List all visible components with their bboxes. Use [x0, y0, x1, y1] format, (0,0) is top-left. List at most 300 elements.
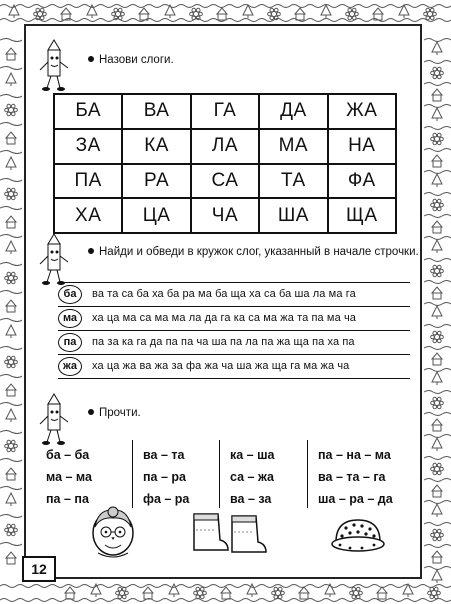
doodle-motif — [194, 591, 198, 595]
syllable-cell: ЗА — [54, 129, 122, 164]
doodle-motif — [196, 16, 200, 20]
doodle-motif — [424, 12, 428, 16]
syllable-sequence: ха ца ма са ма ма ла да га ка са ма жа та па ма ча — [92, 312, 357, 324]
doodle-motif — [0, 5, 451, 8]
doodle-motif — [11, 104, 15, 108]
doodle-motif — [6, 241, 16, 251]
doodle-motif — [430, 8, 434, 12]
doodle-motif — [217, 8, 227, 20]
doodle-motif — [11, 448, 15, 452]
doodle-motif — [281, 591, 285, 595]
doodle-motif — [431, 467, 435, 471]
doodle-motif — [118, 8, 122, 12]
target-syllable: ма — [58, 309, 82, 328]
column-divider — [132, 440, 133, 508]
doodle-motif — [431, 269, 435, 273]
doodle-motif — [116, 591, 120, 595]
doodle-motif — [440, 71, 444, 75]
doodle-motif — [437, 591, 441, 595]
reading-item: па – па — [46, 492, 89, 506]
doodle-motif — [437, 405, 441, 409]
doodle-motif — [433, 75, 437, 79]
doodle-motif — [431, 71, 435, 75]
doodle-motif — [424, 479, 451, 482]
doodle-motif — [433, 133, 437, 137]
reading-item: ва – за — [230, 492, 272, 506]
doodle-motif — [0, 235, 22, 238]
doodle-motif — [114, 16, 118, 20]
doodle-motif — [352, 587, 356, 591]
reading-item: ша – ра – да — [318, 492, 393, 506]
syllable-cell: СА — [191, 164, 259, 199]
doodle-motif — [7, 272, 11, 276]
doodle-motif — [424, 237, 451, 240]
syllable-cell: ЩА — [328, 198, 396, 233]
doodle-motif — [350, 591, 354, 595]
doodle-motif — [431, 401, 435, 405]
reading-column — [143, 444, 189, 510]
instruction-2 — [88, 246, 419, 258]
doodle-motif — [121, 12, 125, 16]
syllable-grid — [53, 93, 397, 234]
reading-item: ба – ба — [46, 448, 90, 462]
doodle-motif — [5, 444, 9, 448]
doodle-motif — [268, 12, 272, 16]
doodle-motif — [437, 529, 441, 533]
grandmother-illustration — [88, 505, 138, 561]
doodle-motif — [11, 356, 15, 360]
reading-item: ма – ма — [46, 470, 92, 484]
doodle-motif — [0, 67, 22, 70]
doodle-motif — [36, 8, 40, 12]
doodle-motif — [356, 587, 360, 591]
doodle-motif — [7, 356, 11, 360]
pencil-mascot-icon — [34, 232, 74, 287]
doodle-motif — [431, 137, 435, 141]
doodle-motif — [433, 199, 437, 203]
doodle-motif — [437, 339, 441, 343]
syllable-cell: ФА — [328, 164, 396, 199]
doodle-motif — [6, 552, 16, 564]
doodle-motif — [424, 501, 451, 504]
doodle-motif — [43, 12, 47, 16]
doodle-motif — [0, 543, 22, 546]
doodle-motif — [424, 83, 451, 86]
doodle-motif — [6, 48, 16, 60]
doodle-motif — [0, 123, 22, 126]
doodle-motif — [203, 591, 207, 595]
bullet-icon — [88, 56, 94, 62]
doodle-motif — [118, 587, 122, 591]
doodle-motif — [6, 216, 16, 228]
syllable-cell: ЛА — [191, 129, 259, 164]
doodle-motif — [7, 196, 11, 200]
reading-item: ка – ша — [230, 448, 275, 462]
doodle-motif — [274, 587, 278, 591]
syllable-row — [58, 332, 410, 354]
doodle-motif — [114, 8, 118, 12]
doodle-motif — [192, 8, 196, 12]
doodle-motif — [14, 528, 18, 532]
syllable-row — [58, 356, 410, 378]
reading-column — [230, 444, 274, 510]
doodle-motif — [437, 471, 441, 475]
doodle-motif — [426, 8, 430, 12]
doodle-motif — [299, 587, 309, 599]
doodle-motif — [5, 108, 9, 112]
doodle-motif — [432, 485, 442, 497]
syllable-cell: ПА — [54, 164, 122, 199]
doodle-motif — [437, 75, 441, 79]
syllable-cell: ВА — [122, 94, 190, 129]
doodle-motif — [424, 457, 451, 460]
doodle-motif — [433, 405, 437, 409]
doodle-motif — [437, 133, 441, 137]
instruction-3-text: Прочти. — [99, 407, 141, 419]
doodle-motif — [6, 73, 16, 83]
doodle-motif — [6, 157, 16, 167]
doodle-motif — [432, 240, 442, 250]
doodle-motif — [428, 591, 432, 595]
reading-item: ва – та — [143, 448, 185, 462]
doodle-motif — [272, 591, 276, 595]
doodle-motif — [200, 587, 204, 591]
doodle-motif — [40, 8, 44, 12]
doodle-motif — [433, 331, 437, 335]
doodle-motif — [437, 537, 441, 541]
doodle-motif — [274, 8, 278, 12]
doodle-motif — [377, 587, 387, 599]
column-divider — [219, 440, 220, 508]
doodle-motif — [11, 188, 15, 192]
doodle-motif — [348, 8, 352, 12]
knitted-hat-illustration — [328, 514, 388, 556]
doodle-motif — [7, 448, 11, 452]
bullet-icon — [88, 248, 94, 254]
doodle-motif — [11, 524, 15, 528]
doodle-motif — [6, 132, 16, 144]
doodle-motif — [432, 287, 442, 299]
syllable-cell: БА — [54, 94, 122, 129]
doodle-motif — [14, 360, 18, 364]
doodle-motif — [440, 401, 444, 405]
doodle-motif — [5, 528, 9, 532]
doodle-motif — [61, 8, 71, 20]
target-syllable: ба — [58, 285, 82, 304]
doodle-motif — [7, 440, 11, 444]
doodle-motif — [11, 112, 15, 116]
doodle-motif — [399, 5, 409, 15]
doodle-motif — [274, 595, 278, 599]
doodle-motif — [352, 8, 356, 12]
doodle-motif — [437, 199, 441, 203]
syllable-cell: ША — [259, 198, 327, 233]
doodle-motif — [433, 463, 437, 467]
doodle-motif — [243, 5, 253, 15]
doodle-motif — [424, 413, 451, 416]
doodle-motif — [6, 468, 16, 480]
doodle-motif — [40, 16, 44, 20]
doodle-motif — [0, 95, 22, 98]
doodle-motif — [431, 335, 435, 339]
syllable-sequence: ва та са ба ха ба ра ма ба ща ха са ба ша ла ма га — [92, 288, 356, 300]
doodle-motif — [0, 319, 22, 322]
doodle-motif — [0, 151, 22, 154]
doodle-motif — [424, 325, 451, 328]
doodle-motif — [352, 16, 356, 20]
doodle-motif — [278, 587, 282, 591]
row-divider — [58, 282, 410, 283]
column-divider — [307, 440, 308, 508]
doodle-motif — [14, 444, 18, 448]
doodle-motif — [433, 529, 437, 533]
doodle-motif — [424, 259, 451, 262]
doodle-motif — [14, 276, 18, 280]
reading-item: па – ра — [143, 470, 186, 484]
doodle-motif — [355, 12, 359, 16]
felt-boots-illustration — [188, 510, 272, 556]
doodle-motif — [112, 12, 116, 16]
syllable-cell: ЖА — [328, 94, 396, 129]
doodle-motif — [432, 419, 442, 431]
doodle-motif — [6, 493, 16, 503]
doodle-motif — [424, 127, 451, 130]
doodle-motif — [432, 353, 442, 365]
syllable-cell: НА — [328, 129, 396, 164]
doodle-motif — [424, 149, 451, 152]
doodle-motif — [432, 551, 442, 563]
doodle-motif — [432, 42, 442, 52]
syllable-cell: ГА — [191, 94, 259, 129]
doodle-motif — [0, 263, 22, 266]
doodle-motif — [11, 440, 15, 444]
doodle-motif — [432, 221, 442, 233]
doodle-motif — [11, 364, 15, 368]
syllable-cell: ЦА — [122, 198, 190, 233]
doodle-motif — [7, 532, 11, 536]
doodle-motif — [434, 595, 438, 599]
doodle-motif — [190, 12, 194, 16]
doodle-motif — [440, 137, 444, 141]
doodle-motif — [11, 532, 15, 536]
pencil-mascot-icon — [34, 392, 74, 447]
doodle-motif — [424, 523, 451, 526]
doodle-motif — [0, 291, 22, 294]
row-divider — [58, 378, 410, 379]
doodle-motif — [0, 179, 22, 182]
doodle-motif — [424, 369, 451, 372]
doodle-motif — [359, 591, 363, 595]
doodle-motif — [424, 105, 451, 108]
doodle-motif — [432, 570, 442, 580]
doodle-motif — [434, 587, 438, 591]
doodle-motif — [34, 12, 38, 16]
doodle-motif — [7, 112, 11, 116]
doodle-motif — [432, 155, 442, 167]
doodle-motif — [433, 207, 437, 211]
syllable-cell: МА — [259, 129, 327, 164]
doodle-motif — [424, 193, 451, 196]
doodle-motif — [433, 12, 437, 16]
doodle-motif — [437, 463, 441, 467]
doodle-motif — [437, 141, 441, 145]
doodle-motif — [424, 61, 451, 64]
doodle-motif — [430, 595, 434, 599]
doodle-motif — [437, 67, 441, 71]
doodle-motif — [0, 431, 22, 434]
doodle-motif — [433, 141, 437, 145]
doodle-motif — [432, 108, 442, 118]
doodle-motif — [91, 584, 101, 594]
doodle-motif — [431, 203, 435, 207]
doodle-motif — [424, 281, 451, 284]
doodle-motif — [7, 280, 11, 284]
doodle-motif — [348, 16, 352, 20]
doodle-motif — [437, 273, 441, 277]
doodle-motif — [277, 12, 281, 16]
doodle-motif — [0, 403, 22, 406]
doodle-motif — [440, 467, 444, 471]
syllable-cell: РА — [122, 164, 190, 199]
doodle-motif — [424, 347, 451, 350]
bullet-icon — [88, 409, 94, 415]
doodle-motif — [7, 524, 11, 528]
doodle-motif — [433, 273, 437, 277]
instruction-1-text: Назови слоги. — [99, 54, 174, 66]
doodle-motif — [0, 207, 22, 210]
doodle-motif — [7, 188, 11, 192]
doodle-motif — [143, 587, 153, 599]
doodle-motif — [122, 595, 126, 599]
reading-column — [46, 444, 92, 510]
doodle-motif — [196, 587, 200, 591]
syllable-cell: ТА — [259, 164, 327, 199]
doodle-motif — [424, 171, 451, 174]
doodle-motif — [199, 12, 203, 16]
doodle-motif — [65, 587, 75, 599]
pencil-mascot-icon — [34, 38, 74, 93]
doodle-motif — [424, 567, 451, 570]
syllable-sequence: па за ка га да па па ча ша па ла па жа ща па ха па — [92, 336, 355, 348]
doodle-motif — [432, 174, 442, 184]
doodle-motif — [0, 487, 22, 490]
doodle-motif — [437, 265, 441, 269]
doodle-motif — [9, 5, 19, 15]
doodle-motif — [440, 533, 444, 537]
doodle-motif — [295, 8, 305, 20]
doodle-motif — [440, 269, 444, 273]
instruction-3 — [88, 407, 141, 419]
doodle-motif — [426, 16, 430, 20]
reading-item: са – жа — [230, 470, 274, 484]
doodle-motif — [278, 595, 282, 599]
doodle-motif — [432, 372, 442, 382]
instruction-1 — [88, 54, 174, 66]
syllable-cell: КА — [122, 129, 190, 164]
doodle-motif — [0, 347, 22, 350]
doodle-motif — [118, 595, 122, 599]
reading-item: фа – ра — [143, 492, 190, 506]
doodle-motif — [430, 16, 434, 20]
reading-item: ва – та – га — [318, 470, 386, 484]
doodle-motif — [270, 8, 274, 12]
doodle-motif — [373, 8, 383, 20]
doodle-motif — [200, 595, 204, 599]
doodle-motif — [424, 303, 451, 306]
syllable-row — [58, 308, 410, 330]
doodle-motif — [433, 471, 437, 475]
doodle-motif — [0, 515, 22, 518]
doodle-motif — [11, 196, 15, 200]
doodle-motif — [7, 364, 11, 368]
doodle-motif — [433, 339, 437, 343]
doodle-motif — [5, 192, 9, 196]
doodle-motif — [437, 331, 441, 335]
doodle-motif — [433, 397, 437, 401]
instruction-2-text: Найди и обведи в кружок слог, указанный в начале строчки. — [99, 246, 419, 258]
row-divider — [58, 330, 410, 331]
syllable-sequence: ха ца жа ва жа за фа жа ча ша жа ща га ма жа ча — [92, 360, 350, 372]
target-syllable: па — [58, 333, 82, 352]
doodle-motif — [139, 8, 149, 20]
doodle-motif — [0, 459, 22, 462]
doodle-motif — [14, 192, 18, 196]
doodle-motif — [221, 587, 231, 599]
doodle-motif — [433, 265, 437, 269]
doodle-motif — [270, 16, 274, 20]
reading-item: па – на – ма — [318, 448, 391, 462]
doodle-motif — [433, 537, 437, 541]
syllable-row — [58, 284, 410, 306]
doodle-motif — [7, 104, 11, 108]
doodle-motif — [352, 595, 356, 599]
doodle-motif — [346, 12, 350, 16]
syllable-cell: ДА — [259, 94, 327, 129]
doodle-motif — [125, 591, 129, 595]
doodle-motif — [6, 325, 16, 335]
doodle-motif — [196, 8, 200, 12]
doodle-motif — [431, 533, 435, 537]
page-number: 12 — [22, 556, 56, 582]
doodle-motif — [437, 207, 441, 211]
syllable-cell: ЧА — [191, 198, 259, 233]
doodle-motif — [321, 5, 331, 15]
doodle-motif — [440, 203, 444, 207]
doodle-motif — [424, 435, 451, 438]
row-divider — [58, 306, 410, 307]
doodle-motif — [11, 272, 15, 276]
doodle-motif — [424, 39, 451, 42]
doodle-motif — [440, 335, 444, 339]
row-divider — [58, 354, 410, 355]
doodle-motif — [432, 306, 442, 316]
doodle-motif — [0, 375, 22, 378]
doodle-motif — [5, 276, 9, 280]
doodle-motif — [6, 384, 16, 396]
target-syllable: жа — [58, 357, 82, 376]
reading-column — [318, 444, 393, 510]
doodle-motif — [437, 397, 441, 401]
doodle-motif — [6, 409, 16, 419]
doodle-motif — [6, 300, 16, 312]
doodle-motif — [424, 215, 451, 218]
doodle-motif — [5, 360, 9, 364]
doodle-motif — [11, 280, 15, 284]
doodle-motif — [14, 108, 18, 112]
doodle-motif — [432, 504, 442, 514]
doodle-motif — [424, 391, 451, 394]
doodle-motif — [0, 39, 22, 42]
